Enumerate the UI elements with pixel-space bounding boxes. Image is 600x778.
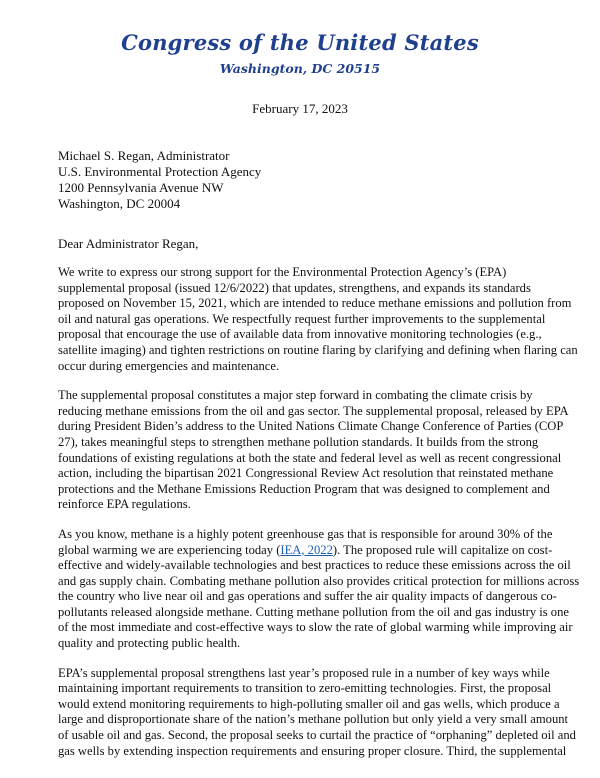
text-line: and gas supply chain. Combating methane pollution also provides critical protection for millions across (58, 573, 580, 588)
letterhead-title: Congress of the United States (121, 30, 479, 55)
text-line: The supplemental proposal constitutes a major step forward in combating the climate crisis by (58, 388, 533, 403)
text-line: pollutants released alongside methane. Cutting methane pollution from the oil and gas industry is one (58, 604, 569, 619)
text-line: reinforce EPA regulations. (58, 497, 191, 512)
text-line: action, including the bipartisan 2021 Congressional Review Act resolution that reinstated methane (58, 466, 554, 481)
text-line: quality and protecting public health. (58, 636, 241, 651)
recipient-address (58, 148, 261, 212)
text-line: supplemental proposal (issued 12/6/2022) that updates, strengthens, and expands its standards (58, 280, 531, 295)
letterhead-location: Washington, DC 20515 (219, 61, 381, 76)
text-line: maintaining important requirements to transition to zero-emitting technologies. First, the proposal (58, 681, 552, 696)
recipient-street: 1200 Pennsylvania Avenue NW (58, 180, 224, 195)
text-line: occur during emergencies and maintenance. (58, 358, 280, 373)
text-line: during President Biden’s address to the United Nations Climate Change Conference of Parties (COP (58, 419, 564, 434)
text-line: protections and the Methane Emissions Reduction Program that was designed to complement and (58, 481, 550, 496)
paragraph-2 (58, 388, 569, 513)
text-line: EPA’s supplemental proposal strengthens last year’s proposed rule in a number of key ways while (58, 665, 550, 680)
text-line: reducing methane emissions from the oil and gas sector. The supplemental proposal, released by EPA (58, 403, 569, 418)
text-line: effective and widely-available technologies and best practices to reduce these emissions across the oil (58, 558, 571, 573)
recipient-name: Michael S. Regan, Administrator (58, 148, 230, 163)
text-segment: global warming we are experiencing today ( (58, 542, 281, 557)
text-line: proposed on November 15, 2021, which are intended to reduce methane emissions and pollution from (58, 296, 572, 311)
salutation: Dear Administrator Regan, (58, 236, 199, 251)
letter-body (58, 265, 580, 773)
text-line: gas wells by extending inspection requirements and ensuring proper closure. Third, the supplemental (58, 743, 567, 758)
paragraph-4 (58, 665, 576, 760)
text-line: We write to express our strong support for the Environmental Protection Agency’s (EPA) (58, 265, 507, 279)
text-line: foundations of existing regulations at both the state and federal level as well as recent congressional (58, 450, 562, 465)
paragraph-3 (58, 526, 580, 652)
letter-date: February 17, 2023 (252, 101, 348, 116)
iea-2022-link[interactable]: IEA, 2022 (280, 542, 333, 557)
text-line: satellite imaging) and tighten restrictions on routine flaring by clarifying and defining when flaring can (58, 342, 578, 357)
text-segment: ). The proposed rule will capitalize on cost- (332, 542, 553, 557)
text-line: 27), takes meaningful steps to strengthen methane pollution standards. It builds from the strong (58, 434, 539, 449)
text-line: would extend monitoring requirements to high-polluting smaller oil and gas wells, which produce a (58, 696, 560, 711)
text-line (58, 542, 553, 559)
text-line: oil and natural gas operations. We respectfully request further improvements to the supplemental (58, 311, 546, 326)
text-line: of the most immediate and cost-effective ways to slow the rate of global warming while improving air (58, 620, 573, 635)
text-line: large and disproportionate share of the nation’s methane pollution but only yield a very small amount (58, 712, 569, 727)
text-line: proposal that encourage the use of available data from innovative monitoring technologies (e.g., (58, 327, 542, 342)
text-line: of usable oil and gas. Second, the proposal seeks to curtail the practice of “orphaning” depleted oil and (58, 728, 576, 743)
text-line: As you know, methane is a highly potent greenhouse gas that is responsible for around 30% of the (58, 526, 553, 541)
recipient-city: Washington, DC 20004 (58, 196, 181, 211)
recipient-agency: U.S. Environmental Protection Agency (58, 164, 262, 179)
text-line: the country who live near oil and gas operations and suffer the air quality impacts of dangerous co- (58, 589, 557, 604)
paragraph-1 (58, 265, 578, 374)
